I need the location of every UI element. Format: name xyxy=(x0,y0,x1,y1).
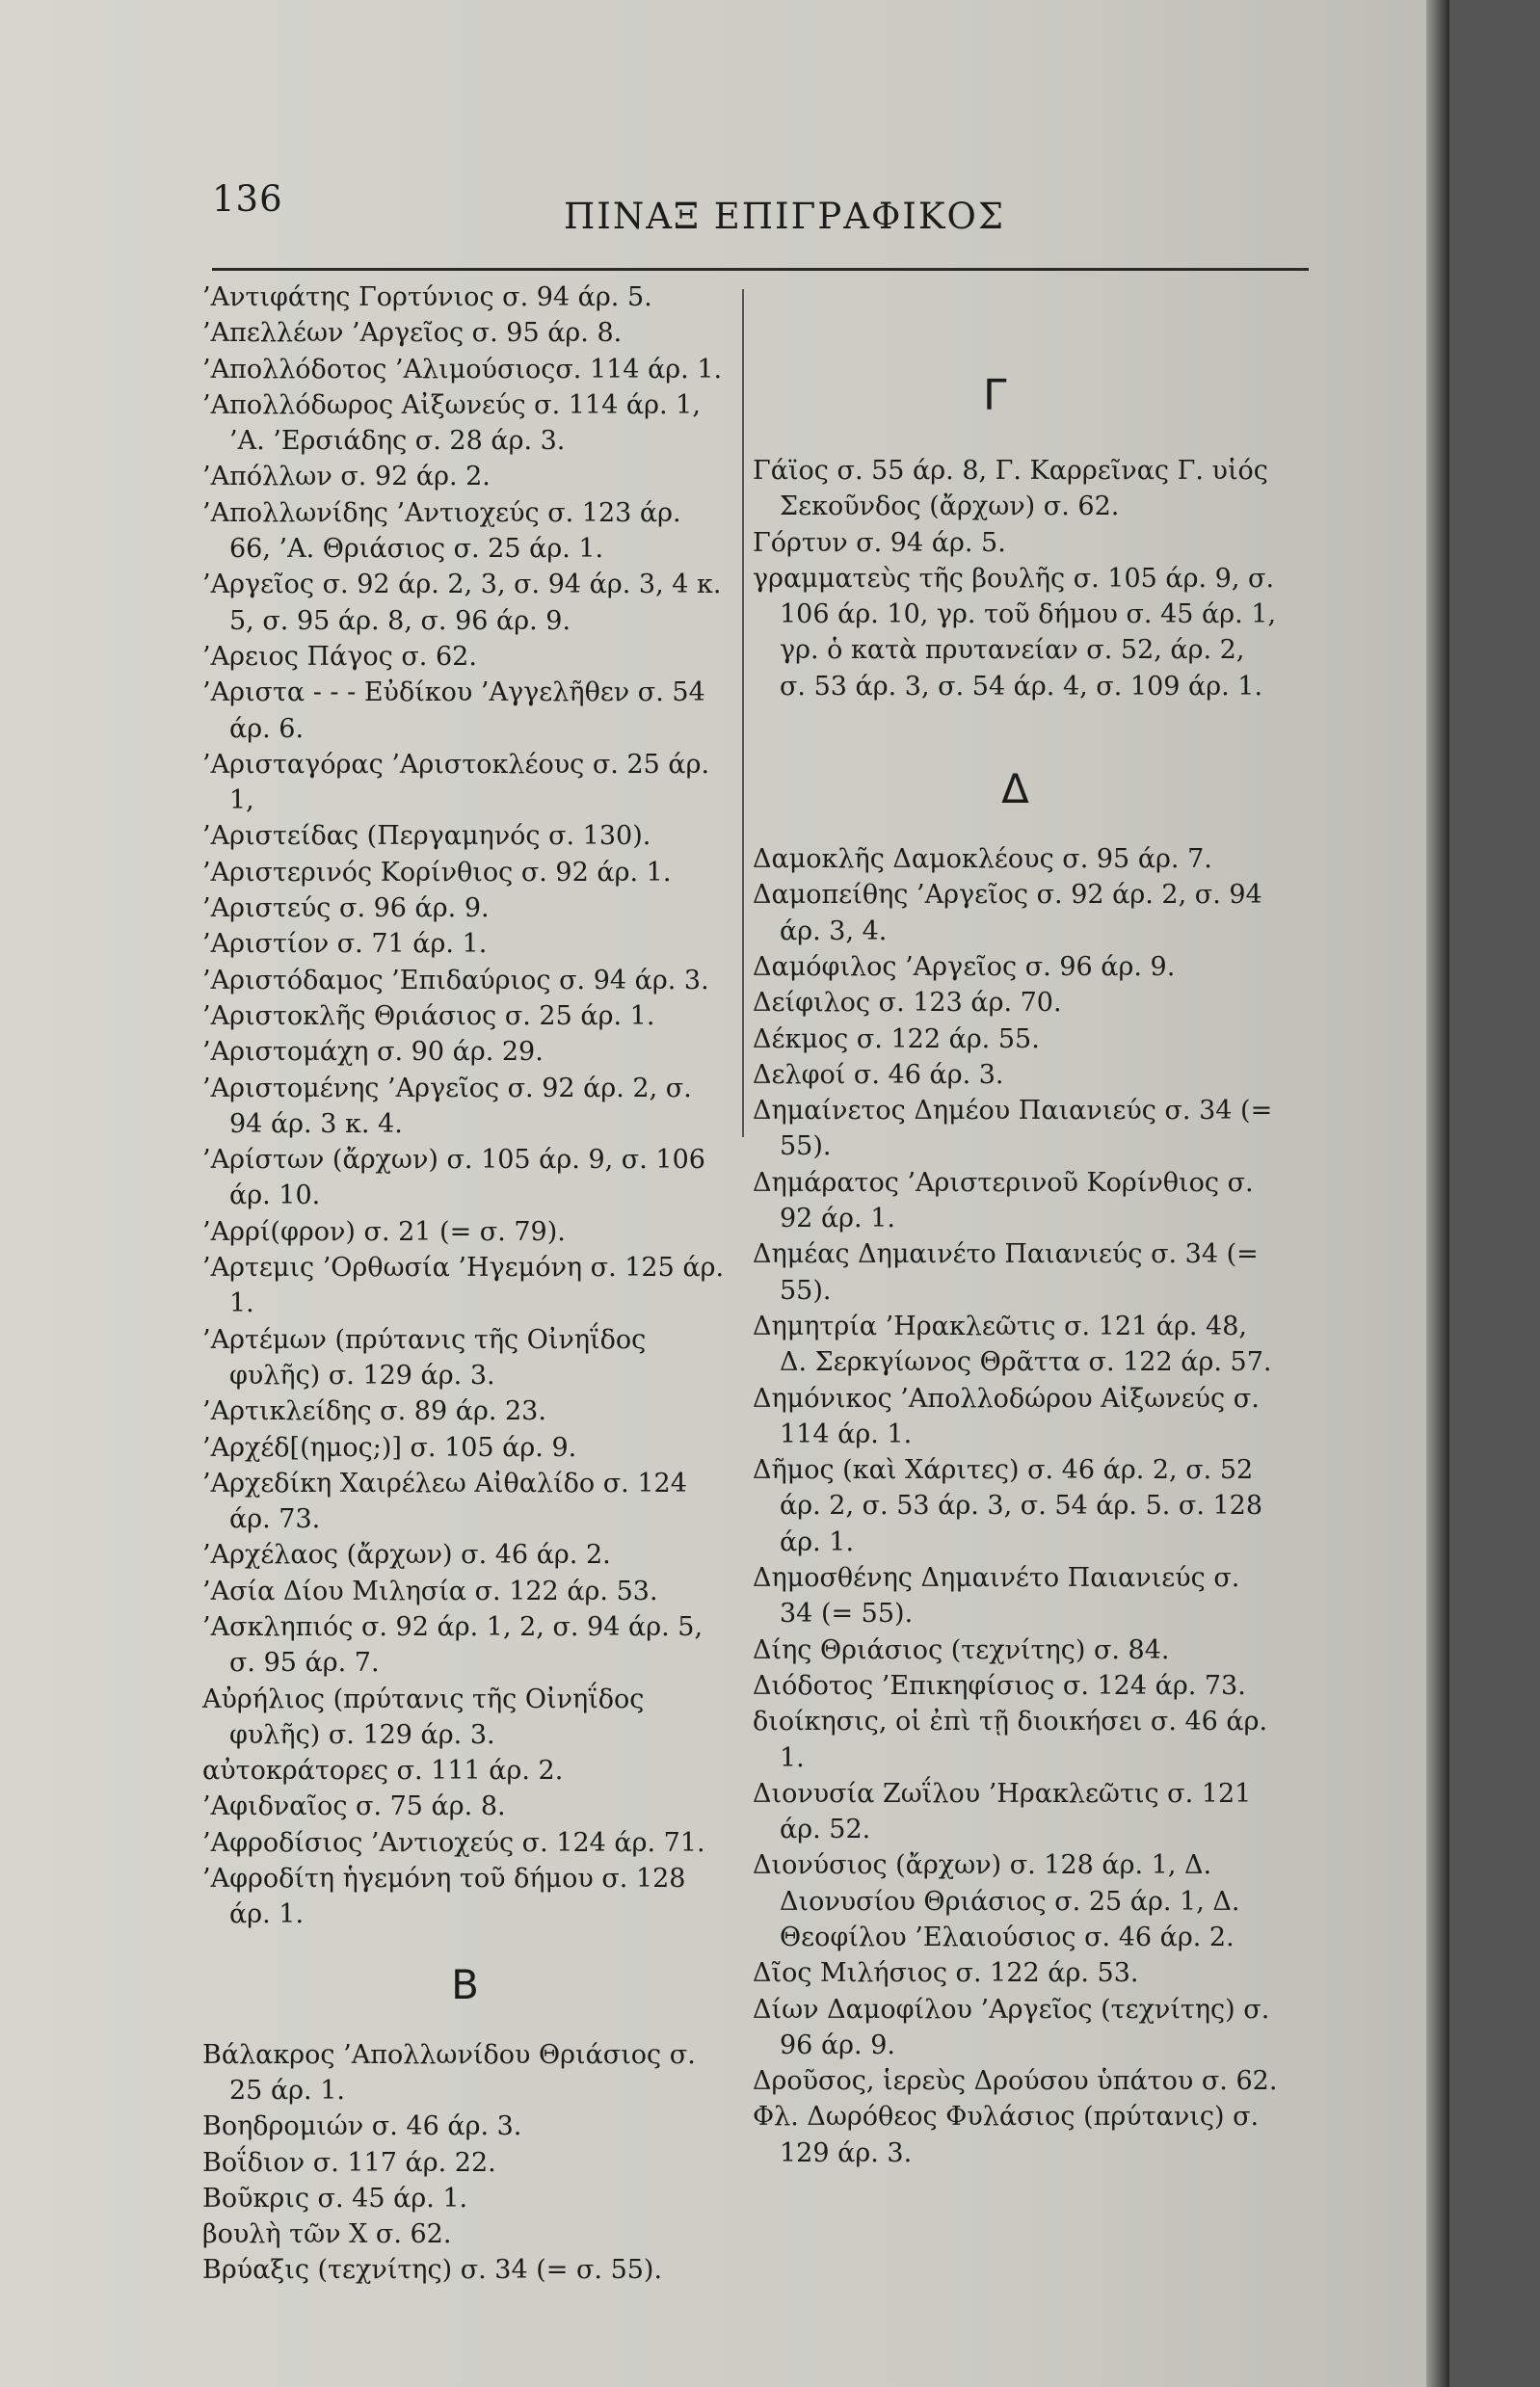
scan-margin xyxy=(1449,0,1540,2387)
section-letter-beta: Β xyxy=(451,1960,479,2008)
index-entry: ’Αρρί(φρον) σ. 21 (= σ. 79). xyxy=(202,1216,566,1247)
running-head: ΠΙΝΑΞ ΕΠΙΓΡΑΦΙΚΟΣ xyxy=(564,196,1006,237)
index-entry: Αὐρήλιος (πρύτανις τῆς Οἰνηΐδος φυλῆς) σ. 129 άρ. 3. xyxy=(202,1684,653,1750)
index-entry: ’Αριστόδαμος ’Επιδαύριος σ. 94 άρ. 3. xyxy=(202,965,709,995)
header-rule xyxy=(212,268,1309,271)
index-entry: Δημόνικος ’Απολλοδώρου Αἰξωνεύς σ. 114 άρ. 1. xyxy=(753,1383,1268,1449)
index-entry: ’Αριστεύς σ. 96 άρ. 9. xyxy=(202,893,490,924)
index-entry: αὐτοκράτορες σ. 111 άρ. 2. xyxy=(202,1756,564,1787)
index-entry: ’Αριστίον σ. 71 άρ. 1. xyxy=(202,929,488,960)
index-entry: ’Αρχεδίκη Χαιρέλεω Αἰθαλίδο σ. 124 άρ. 73. xyxy=(202,1468,696,1535)
index-entry: Δαμοπείθης ’Αργεῖος σ. 92 άρ. 2, σ. 94 άρ. 3, 4. xyxy=(753,880,1271,946)
index-entry: ’Απολλόδοτος ’Αλιμούσιοςσ. 114 άρ. 1. xyxy=(202,354,723,385)
index-entry: ’Αρχέδ[(ημος;)] σ. 105 άρ. 9. xyxy=(202,1432,577,1463)
index-entry: Δείφιλος σ. 123 άρ. 70. xyxy=(753,988,1062,1019)
index-entry: Δημάρατος ’Αριστερινοῦ Κορίνθιος σ. 92 άρ. 1. xyxy=(753,1167,1262,1234)
index-entry: Δέκμος σ. 122 άρ. 55. xyxy=(753,1023,1040,1054)
index-entry: Βάλακρος ’Απολλωνίδου Θριάσιος σ. 25 άρ. 1. xyxy=(202,2039,704,2106)
index-entry: Βοῦκρις σ. 45 άρ. 1. xyxy=(202,2183,468,2214)
index-entry: Διόδοτος ’Επικηφίσιος σ. 124 άρ. 73. xyxy=(753,1670,1246,1701)
entries-alpha xyxy=(202,279,732,1933)
index-entry: Δαμόφιλος ’Αργεῖος σ. 96 άρ. 9. xyxy=(753,951,1176,982)
index-entry: Δημητρία ’Ηρακλεῶτις σ. 121 άρ. 48, Δ. Σερκγίωνος Θρᾶττα σ. 122 άρ. 57. xyxy=(753,1311,1272,1378)
entries-gamma xyxy=(753,453,1285,704)
entries-beta xyxy=(202,2037,728,2289)
page-number: 136 xyxy=(212,178,283,220)
index-entry: ’Αρειος Πάγος σ. 62. xyxy=(202,641,477,672)
index-entry: Βοΐδιον σ. 117 άρ. 22. xyxy=(202,2147,496,2178)
left-column xyxy=(202,279,732,2289)
index-entry: βουλὴ τῶν Χ σ. 62. xyxy=(202,2219,452,2250)
index-entry: ’Αντιφάτης Γορτύνιος σ. 94 άρ. 5. xyxy=(202,282,652,312)
index-entry: Δίων Δαμοφίλου ’Αργεῖος (τεχνίτης) σ. 96 άρ. 9. xyxy=(753,1994,1278,2060)
index-entry: ’Αριστα - - - Εὐδίκου ’Αγγελῆθεν σ. 54 άρ. 6. xyxy=(202,677,714,744)
index-entry: διοίκησις, οἱ ἐπὶ τῇ διοικήσει σ. 46 άρ. 1. xyxy=(753,1707,1276,1773)
index-entry: γραμματεὺς τῆς βουλῆς σ. 105 άρ. 9, σ. 106 άρ. 10, γρ. τοῦ δήμου σ. 45 άρ. 1, γρ. ὁ κατὰ πρυτανείαν σ. 52, άρ. 2, σ. 53 άρ. 3, σ. 54 άρ. 4, σ. 109 άρ. 1. xyxy=(753,563,1285,702)
index-entry: Δῆμος (καὶ Χάριτες) σ. 46 άρ. 2, σ. 52 άρ. 2, σ. 53 άρ. 3, σ. 54 άρ. 5. σ. 128 άρ. 1. xyxy=(753,1455,1271,1557)
index-entry: Φλ. Δωρόθεος Φυλάσιος (πρύτανις) σ. 129 άρ. 3. xyxy=(753,2102,1267,2168)
column-divider xyxy=(742,289,744,1137)
index-entry: ’Αριστοκλῆς Θριάσιος σ. 25 άρ. 1. xyxy=(202,1000,655,1031)
index-entry: Δημοσθένης Δημαινέτο Παιανιεύς σ. 34 (= 55). xyxy=(753,1563,1248,1630)
index-entry: Δελφοί σ. 46 άρ. 3. xyxy=(753,1059,1004,1090)
index-entry: ’Αρτεμις ’Ορθωσία ’Ηγεμόνη σ. 125 άρ. 1. xyxy=(202,1253,732,1319)
index-entry: ’Αρίστων (ἄρχων) σ. 105 άρ. 9, σ. 106 άρ. 10. xyxy=(202,1145,714,1211)
index-entry: Διονύσιος (ἄρχων) σ. 128 άρ. 1, Δ. Διονυσίου Θριάσιος σ. 25 άρ. 1, Δ. Θεοφίλου ’Ελαιούσιος σ. 46 άρ. 2. xyxy=(753,1850,1249,1952)
index-entry: ’Αρχέλαος (ἄρχων) σ. 46 άρ. 2. xyxy=(202,1540,611,1571)
index-entry: Δημαίνετος Δημέου Παιανιεύς σ. 34 (= 55). xyxy=(753,1096,1281,1162)
index-entry: ’Αριστείδας (Περγαμηνός σ. 130). xyxy=(202,821,651,852)
section-letter-delta: Δ xyxy=(1001,765,1029,813)
index-entry: ’Απόλλων σ. 92 άρ. 2. xyxy=(202,462,491,492)
index-entry: ’Αριστομένης ’Αργεῖος σ. 92 άρ. 2, σ. 94 άρ. 3 κ. 4. xyxy=(202,1073,701,1139)
index-entry: Γάϊος σ. 55 άρ. 8, Γ. Καρρεῖνας Γ. υἱός Σεκοῦνδος (ἄρχων) σ. 62. xyxy=(753,456,1277,522)
index-entry: ’Απολλωνίδης ’Αντιοχεύς σ. 123 άρ. 66, ’Α. Θριάσιος σ. 25 άρ. 1. xyxy=(202,497,690,565)
index-entry: Γόρτυν σ. 94 άρ. 5. xyxy=(753,527,1006,558)
entries-delta xyxy=(753,841,1281,2171)
index-entry: Διονυσία Ζωΐλου ’Ηρακλεῶτις σ. 121 άρ. 52. xyxy=(753,1778,1260,1845)
index-entry: ’Αριστερινός Κορίνθιος σ. 92 άρ. 1. xyxy=(202,857,672,888)
index-entry: Βρύαξις (τεχνίτης) σ. 34 (= σ. 55). xyxy=(202,2255,663,2286)
index-entry: ’Αριστομάχη σ. 90 άρ. 29. xyxy=(202,1037,544,1068)
right-column xyxy=(753,453,1285,2171)
book-spine-shadow xyxy=(1426,0,1449,2387)
index-entry: ’Αφιδναῖος σ. 75 άρ. 8. xyxy=(202,1791,506,1822)
index-entry: Δροῦσος, ἱερεὺς Δρούσου ὑπάτου σ. 62. xyxy=(753,2066,1278,2097)
index-entry: Βοηδρομιών σ. 46 άρ. 3. xyxy=(202,2111,522,2142)
index-entry: Δαμοκλῆς Δαμοκλέους σ. 95 άρ. 7. xyxy=(753,844,1212,875)
section-letter-gamma: Γ xyxy=(983,371,1007,420)
index-entry: ’Ασκληπιός σ. 92 άρ. 1, 2, σ. 94 άρ. 5, σ. 95 άρ. 7. xyxy=(202,1611,711,1679)
index-entry: ’Αφροδίτη ἡγεμόνη τοῦ δήμου σ. 128 άρ. 1. xyxy=(202,1864,695,1930)
index-entry: ’Αρισταγόρας ’Αριστοκλέους σ. 25 άρ. 1, xyxy=(202,749,718,816)
index-entry: ’Αρτέμων (πρύτανις τῆς Οἰνηΐδος φυλῆς) σ. 129 άρ. 3. xyxy=(202,1324,654,1391)
index-entry: ’Αφροδίσιος ’Αντιοχεύς σ. 124 άρ. 71. xyxy=(202,1827,705,1858)
index-entry: Δημέας Δημαινέτο Παιανιεύς σ. 34 (= 55). xyxy=(753,1239,1267,1306)
index-entry: ’Αργεῖος σ. 92 άρ. 2, 3, σ. 94 άρ. 3, 4 κ. 5, σ. 95 άρ. 8, σ. 96 άρ. 9. xyxy=(202,570,730,636)
index-entry: ’Ασία Δίου Μιλησία σ. 122 άρ. 53. xyxy=(202,1576,658,1606)
index-entry: Δῖος Μιλήσιος σ. 122 άρ. 53. xyxy=(753,1958,1139,1989)
index-entry: ’Απελλέων ’Αργεῖος σ. 95 άρ. 8. xyxy=(202,318,623,349)
index-entry: ’Απολλόδωρος Αἰξωνεύς σ. 114 άρ. 1, ’Α. ’Ερσιάδης σ. 28 άρ. 3. xyxy=(202,389,709,457)
index-entry: ’Αρτικλείδης σ. 89 άρ. 23. xyxy=(202,1396,546,1427)
index-entry: Δίης Θριάσιος (τεχνίτης) σ. 84. xyxy=(753,1634,1170,1665)
